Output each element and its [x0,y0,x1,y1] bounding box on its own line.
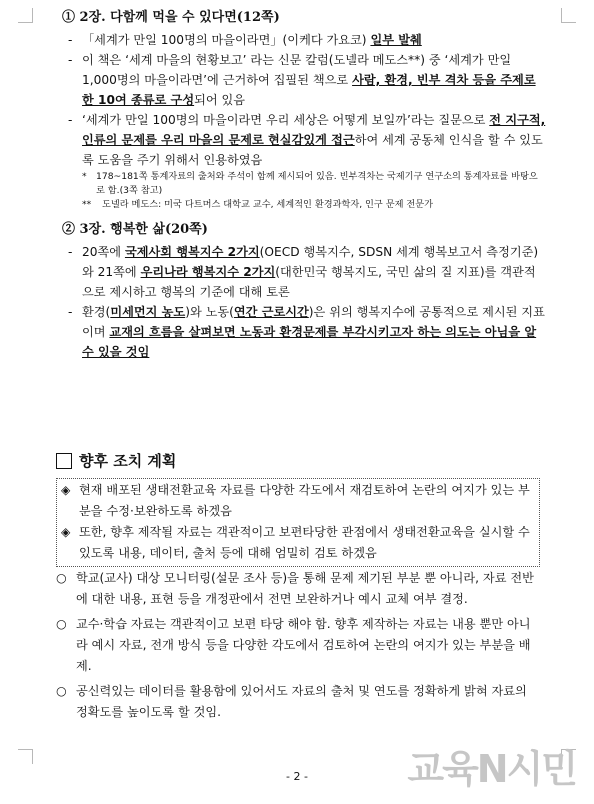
footnote-text: 도넬라 메도스: 미국 다트머스 대학교 교수, 세계적인 환경과학자, 인구 문제 전문가 [102,199,434,210]
circle-bullet-icon: ○ [56,684,67,698]
bullet-item [60,242,546,302]
item-text: 「세계가 만일 100명의 마을이라면」(이케다 가요코) [82,33,371,47]
item-text: (대한민국 행복지도, 국민 삶의 질 지표)를 객관적으로 제시하고 행복의 기준에 대해 토론 [82,265,536,299]
footnote-mark: ** [82,199,92,210]
emphasized-text: 미세먼지 농도 [110,305,186,319]
footnote [82,198,546,212]
plan-item-text: 학교(교사) 대상 모니터링(설문 조사 등)을 통해 문제 제기된 부분 뿐 아니라, 자료 전반에 대한 내용, 표현 등을 개정판에서 전면 보완하거나 예시 교체 여부 결정. [76,571,534,606]
emphasized-text: 전 지구적, 인류의 문제를 우리 마을의 문제로 현실감있게 접근 [82,113,546,147]
circle-bullet-icon: ○ [56,571,67,585]
item-text: 환경( [82,305,111,319]
emphasized-text: 국제사회 행복지수 2가지 [124,245,260,259]
item-text: (OECD 행복지수, SDSN 세계 행복보고서 측정기준)와 21쪽에 [82,245,539,279]
page-corner-mark [561,8,576,23]
emphasized-text: 연간 근로시간 [233,305,309,319]
section-title: ② 3장. 행복한 삶(20쪽) [62,222,208,237]
bullet-item [60,302,546,362]
plan-circle-item [56,681,540,723]
action-plan-box [56,478,540,567]
plan-diamond-item [61,522,537,564]
footnote-mark: * [82,171,87,182]
emphasized-text: 교재의 흐름을 살펴보면 노동과 환경문제를 부각시키고자 하는 의도는 아님을 알 수 있을 것임 [82,325,537,359]
item-text: 하여 세계 공동체 인식을 할 수 있도록 도움을 주기 위해서 인용하였음 [82,133,543,167]
watermark-logo: 교육N시민 [407,747,576,791]
item-text: ‘세계가 만일 100명의 마을이라면 우리 세상은 어떻게 보일까’라는 질문으로 [82,113,490,127]
footnote [82,170,546,198]
plan-item-text: 교수·학습 자료는 객관적이고 보편 타당 해야 함. 향후 제작하는 자료는 내용 뿐만 아니라 예시 자료, 전개 방식 등을 다양한 각도에서 검토하여 논란의 여지가 있는 부분을 배제. [76,617,531,673]
diamond-bullet-icon: ◈ [61,525,71,539]
item-text: )은 위의 행복지수에 공통적으로 제시된 지표이며 [82,305,545,339]
bullet-item [60,30,546,50]
plan-item-text: 공신력있는 데이터를 활용함에 있어서도 자료의 출처 및 연도를 정확하게 밝혀 자료의 정확도를 높이도록 할 것임. [76,684,527,719]
document-sections [56,8,546,362]
section-title: ① 2장. 다함께 먹을 수 있다면(12쪽) [62,10,280,25]
emphasized-text: 사람, 환경, 빈부 격차 등을 주제로 한 10여 종류로 구성 [82,73,536,107]
item-text: 20쪽에 [82,245,125,259]
page-number: - 2 - [286,770,308,783]
plan-list [56,568,540,727]
item-text: 되어 있음 [194,93,246,107]
diamond-bullet-icon: ◈ [61,483,71,497]
plan-item-text: 또한, 향후 제작될 자료는 객관적이고 보편타당한 관점에서 생태전환교육을 실시할 수 있도록 내용, 데이터, 출처 등에 대해 엄밀히 검토 하겠음 [79,525,530,560]
section-heading [56,450,176,471]
circle-bullet-icon: ○ [56,617,67,631]
emphasized-text: 일부 발췌 [370,33,422,47]
plan-diamond-item [61,480,537,522]
emphasized-text: 우리나라 행복지수 2가지 [140,265,276,279]
bullet-item [60,50,546,110]
plan-item-text: 현재 배포된 생태전환교육 자료를 다양한 각도에서 재검토하여 논란의 여지가 있는 부분을 수정·보완하도록 하겠음 [79,483,530,518]
page-corner-mark [18,749,33,764]
page-corner-mark [18,8,33,23]
checkbox-square-icon [56,453,72,469]
item-text: )와 노동( [185,305,234,319]
footnote-text: 178~181쪽 통계자료의 출처와 주석이 함께 제시되어 있음. 빈부격차는 국제기구 연구소의 통계자료를 바탕으로 함.(3쪽 참고) [96,171,538,196]
bullet-item [60,110,546,170]
heading-text: 향후 조치 계획 [79,452,177,470]
item-text: 이 책은 ‘세계 마을의 현황보고’ 라는 신문 칼럼(도넬라 메도스**) 중 ‘세계가 만일 1,000명의 마을이라면’에 근거하여 집필된 책으로 [82,53,512,87]
plan-circle-item [56,568,540,610]
plan-circle-item [56,614,540,677]
